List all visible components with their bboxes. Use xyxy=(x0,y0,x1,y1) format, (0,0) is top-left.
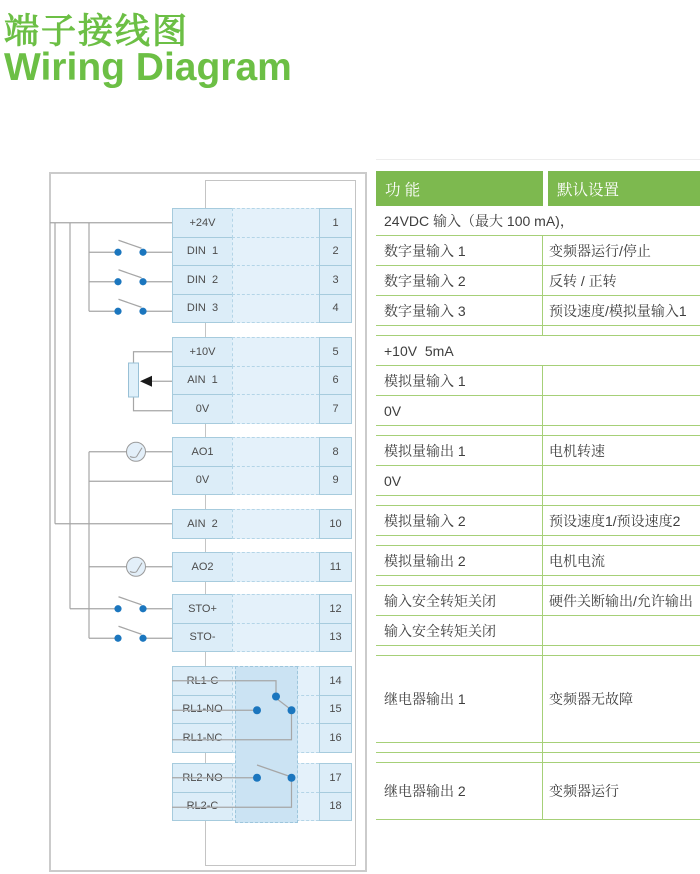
table-gap-row xyxy=(376,536,700,546)
terminal-number-cell: 18 xyxy=(319,792,352,822)
page-title-chinese: 端子接线图 xyxy=(4,12,190,51)
terminal-number-cell: 4 xyxy=(319,294,352,324)
terminal-label-cell: RL2-C xyxy=(172,792,233,822)
terminal-mid-cell xyxy=(232,552,319,582)
table-row xyxy=(376,336,700,366)
terminal-row xyxy=(172,594,352,624)
terminal-label-cell: +24V xyxy=(172,208,233,238)
function-cell xyxy=(376,743,543,752)
terminal-mid-cell xyxy=(232,337,319,367)
terminal-label-cell: AO1 xyxy=(172,437,233,467)
terminal-label-cell: STO- xyxy=(172,623,233,653)
table-row xyxy=(376,586,700,616)
default-setting-cell xyxy=(543,576,700,585)
function-cell: 继电器输出 2 xyxy=(376,763,543,819)
function-cell: 数字量输入 2 xyxy=(376,266,543,295)
function-cell: 0V xyxy=(376,466,543,495)
terminal-group xyxy=(172,437,352,495)
default-setting-cell xyxy=(543,466,700,495)
default-setting-cell: 预设速度/模拟量输入1 xyxy=(549,302,687,319)
terminal-number-cell: 14 xyxy=(319,666,352,696)
default-setting-cell xyxy=(543,326,700,335)
terminal-label-cell: DIN 3 xyxy=(172,294,233,324)
terminal-mid-cell xyxy=(232,594,319,624)
terminal-number-cell: 12 xyxy=(319,594,352,624)
terminal-row xyxy=(172,237,352,267)
terminal-mid-cell xyxy=(232,294,319,324)
terminal-label-cell: DIN 2 xyxy=(172,265,233,295)
terminal-label-cell: RL1-NC xyxy=(172,723,233,753)
table-row xyxy=(376,296,700,326)
terminal-group xyxy=(172,208,352,323)
terminal-number-cell: 17 xyxy=(319,763,352,793)
table-row xyxy=(376,436,700,466)
function-cell xyxy=(376,496,543,505)
function-cell xyxy=(376,646,543,655)
terminal-mid-cell xyxy=(232,437,319,467)
terminal-group xyxy=(172,552,352,582)
terminal-row xyxy=(172,337,352,367)
table-row xyxy=(376,206,700,236)
header-function-cell: 功 能 xyxy=(376,171,543,206)
default-setting-cell: 变频器无故障 xyxy=(549,691,633,707)
table-row xyxy=(376,266,700,296)
table-row xyxy=(376,236,700,266)
terminal-row xyxy=(172,294,352,324)
function-cell xyxy=(376,753,543,762)
default-setting-cell: 硬件关断输出/允许输出 xyxy=(549,592,693,609)
default-setting-cell: 变频器运行 xyxy=(549,783,619,799)
table-row xyxy=(376,546,700,576)
default-setting-cell xyxy=(543,616,700,645)
terminal-row xyxy=(172,208,352,238)
table-body xyxy=(376,206,700,820)
function-cell: 数字量输入 3 xyxy=(376,296,543,325)
default-setting-cell xyxy=(543,366,700,395)
function-cell: 输入安全转矩关闭 xyxy=(376,586,543,615)
function-cell: 模拟量输出 1 xyxy=(376,436,543,465)
terminal-number-cell: 6 xyxy=(319,366,352,396)
terminal-number-cell: 11 xyxy=(319,552,352,582)
table-row xyxy=(376,506,700,536)
terminal-label-cell: AO2 xyxy=(172,552,233,582)
table-row xyxy=(376,763,700,820)
function-cell xyxy=(376,326,543,335)
default-setting-cell: 变频器运行/停止 xyxy=(549,242,651,259)
terminal-number-cell: 13 xyxy=(319,623,352,653)
terminal-row xyxy=(172,509,352,539)
terminal-number-cell: 1 xyxy=(319,208,352,238)
default-setting-cell xyxy=(543,536,700,545)
terminal-label-cell: 0V xyxy=(172,394,233,424)
terminal-number-cell: 8 xyxy=(319,437,352,467)
terminal-label-cell: 0V xyxy=(172,466,233,496)
default-setting-cell: 预设速度1/预设速度2 xyxy=(549,512,681,529)
terminal-group xyxy=(172,594,352,652)
function-cell: 继电器输出 1 xyxy=(376,656,543,742)
terminal-group xyxy=(172,509,352,539)
terminal-label-cell: AIN 1 xyxy=(172,366,233,396)
table-row xyxy=(376,466,700,496)
function-cell: 24VDC 输入（最大 100 mA)， xyxy=(384,212,574,229)
terminal-mid-cell xyxy=(232,623,319,653)
function-cell: 输入安全转矩关闭 xyxy=(376,616,543,645)
table-row xyxy=(376,366,700,396)
terminal-row xyxy=(172,466,352,496)
terminal-label-cell: +10V xyxy=(172,337,233,367)
function-cell: 模拟量输出 2 xyxy=(376,546,543,575)
default-setting-cell xyxy=(543,753,700,762)
terminal-mid-cell xyxy=(232,394,319,424)
terminal-row xyxy=(172,623,352,653)
terminal-number-cell: 5 xyxy=(319,337,352,367)
table-header xyxy=(376,171,700,206)
terminal-row xyxy=(172,265,352,295)
function-cell: +10V 5mA xyxy=(384,342,454,359)
terminal-mid-cell xyxy=(232,509,319,539)
function-cell: 0V xyxy=(376,396,543,425)
default-setting-cell: 电机转速 xyxy=(549,442,605,459)
table-row xyxy=(376,616,700,646)
terminal-number-cell: 10 xyxy=(319,509,352,539)
terminal-mid-cell xyxy=(232,466,319,496)
terminal-row xyxy=(172,437,352,467)
table-gap-row xyxy=(376,326,700,336)
terminal-group xyxy=(172,337,352,424)
header-default-cell: 默认设置 xyxy=(548,171,700,206)
terminal-label-cell: AIN 2 xyxy=(172,509,233,539)
terminal-number-cell: 2 xyxy=(319,237,352,267)
terminal-number-cell: 9 xyxy=(319,466,352,496)
default-setting-cell xyxy=(543,426,700,435)
page-title-english: Wiring Diagram xyxy=(4,46,292,89)
terminal-mid-cell xyxy=(232,237,319,267)
function-table xyxy=(376,171,700,820)
function-cell xyxy=(376,536,543,545)
terminal-label-cell: RL1-C xyxy=(172,666,233,696)
table-row xyxy=(376,396,700,426)
terminal-label-cell: STO+ xyxy=(172,594,233,624)
default-setting-cell xyxy=(543,396,700,425)
table-gap-row xyxy=(376,743,700,753)
function-cell xyxy=(376,576,543,585)
default-setting-cell xyxy=(543,743,700,752)
terminal-number-cell: 3 xyxy=(319,265,352,295)
function-cell: 模拟量输入 1 xyxy=(376,366,543,395)
terminal-row xyxy=(172,366,352,396)
terminal-mid-cell xyxy=(232,208,319,238)
default-setting-cell: 反转 / 正转 xyxy=(549,272,617,289)
table-gap-row xyxy=(376,646,700,656)
function-cell xyxy=(376,426,543,435)
terminal-number-cell: 7 xyxy=(319,394,352,424)
function-cell: 数字量输入 1 xyxy=(376,236,543,265)
table-gap-row xyxy=(376,426,700,436)
function-cell: 模拟量输入 2 xyxy=(376,506,543,535)
terminal-number-cell: 15 xyxy=(319,695,352,725)
table-gap-row xyxy=(376,576,700,586)
terminal-number-cell: 16 xyxy=(319,723,352,753)
relay-contacts-box xyxy=(235,666,298,823)
table-gap-row xyxy=(376,753,700,763)
default-setting-cell: 电机电流 xyxy=(549,552,605,569)
terminal-label-cell: RL2-NO xyxy=(172,763,233,793)
terminal-mid-cell xyxy=(232,265,319,295)
terminal-label-cell: DIN 1 xyxy=(172,237,233,267)
terminal-row xyxy=(172,552,352,582)
default-setting-cell xyxy=(543,496,700,505)
terminal-row xyxy=(172,394,352,424)
terminal-mid-cell xyxy=(232,366,319,396)
default-setting-cell xyxy=(543,646,700,655)
table-top-divider xyxy=(376,159,700,160)
table-row xyxy=(376,656,700,743)
table-gap-row xyxy=(376,496,700,506)
terminal-label-cell: RL1-NO xyxy=(172,695,233,725)
